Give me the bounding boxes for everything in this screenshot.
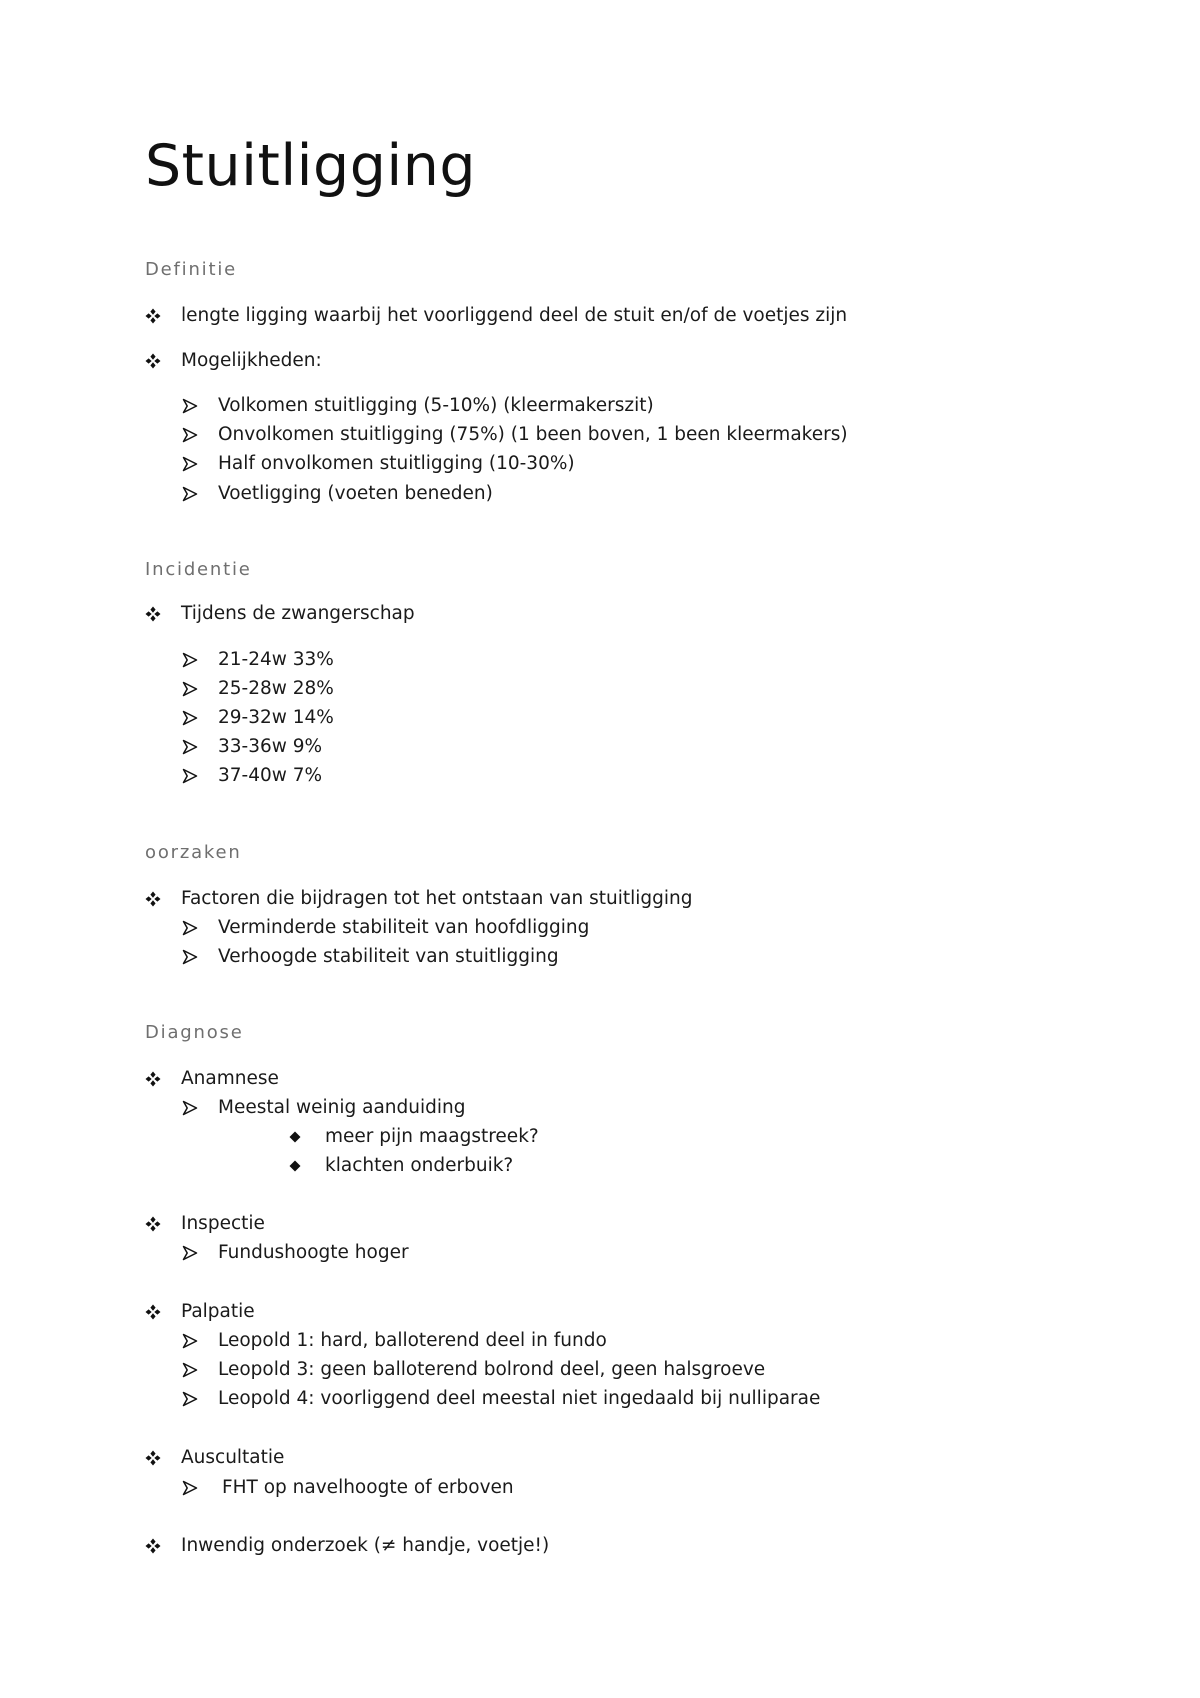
sub-list-item-text: 33-36w 9% (218, 736, 323, 757)
sub-list-item (182, 738, 322, 757)
list-item (145, 307, 847, 326)
arrowhead-bullet-icon (182, 486, 218, 502)
sub-list-item-text: Leopold 4: voorliggend deel meestal niet ingedaald bij nulliparae (218, 1388, 821, 1409)
list-item (145, 352, 322, 371)
sub-list-item (182, 651, 334, 670)
arrowhead-bullet-icon (182, 710, 218, 726)
sub-list-item (182, 767, 322, 786)
four-diamond-bullet-icon (145, 1538, 181, 1554)
list-item-text: Inwendig onderzoek (≠ handje, voetje!) (181, 1535, 550, 1556)
sub-list-item (182, 919, 589, 938)
sub-list-item-text: Verhoogde stabiliteit van stuitligging (218, 946, 559, 967)
sub-list-item-text: 25-28w 28% (218, 678, 334, 699)
heading-incidentie: Incidentie (145, 559, 252, 580)
heading-oorzaken: oorzaken (145, 842, 242, 863)
arrowhead-bullet-icon (182, 652, 218, 668)
arrowhead-bullet-icon (182, 1391, 218, 1407)
list-item-text: Inspectie (181, 1213, 265, 1234)
four-diamond-bullet-icon (145, 1216, 181, 1232)
sub-list-item (182, 709, 334, 728)
page-title: Stuitligging (145, 133, 477, 199)
arrowhead-bullet-icon (182, 1480, 218, 1496)
heading-definitie: Definitie (145, 259, 238, 280)
list-item-text: Anamnese (181, 1068, 279, 1089)
list-item-text: Factoren die bijdragen tot het ontstaan van stuitligging (181, 888, 693, 909)
four-diamond-bullet-icon (145, 308, 181, 324)
arrowhead-bullet-icon (182, 681, 218, 697)
sub-list-item-text: Meestal weinig aanduiding (218, 1097, 466, 1118)
four-diamond-bullet-icon (145, 1304, 181, 1320)
sub-list-item-text: Verminderde stabiliteit van hoofdligging (218, 917, 590, 938)
list-item (145, 1070, 279, 1089)
sub-list-item-text: 21-24w 33% (218, 649, 334, 670)
list-item-text: Auscultatie (181, 1447, 285, 1468)
sub-list-item (182, 680, 334, 699)
sub-list-item (182, 1390, 820, 1409)
four-diamond-bullet-icon (145, 1450, 181, 1466)
list-item (145, 890, 693, 909)
list-item-text: Tijdens de zwangerschap (181, 603, 415, 624)
four-diamond-bullet-icon (145, 891, 181, 907)
arrowhead-bullet-icon (182, 768, 218, 784)
arrowhead-bullet-icon (182, 456, 218, 472)
arrowhead-bullet-icon (182, 1100, 218, 1116)
sub-list-item-text: 37-40w 7% (218, 765, 323, 786)
sub-list-item (182, 1332, 607, 1351)
four-diamond-bullet-icon (145, 353, 181, 369)
four-diamond-bullet-icon (145, 1071, 181, 1087)
arrowhead-bullet-icon (182, 427, 218, 443)
sub-sub-list-item (289, 1157, 513, 1176)
sub-list-item-text: 29-32w 14% (218, 707, 334, 728)
list-item-text: Mogelijkheden: (181, 350, 322, 371)
sub-list-item (182, 1479, 514, 1498)
arrowhead-bullet-icon (182, 739, 218, 755)
sub-sub-list-item-text: klachten onderbuik? (325, 1155, 514, 1176)
sub-list-item (182, 1244, 409, 1263)
list-item (145, 605, 415, 624)
diamond-bullet-icon (289, 1160, 325, 1172)
sub-list-item-text: FHT op navelhoogte of erboven (222, 1477, 514, 1498)
sub-list-item-text: Leopold 3: geen balloterend bolrond deel, geen halsgroeve (218, 1359, 766, 1380)
sub-list-item (182, 948, 559, 967)
sub-list-item (182, 426, 848, 445)
sub-list-item-text: Leopold 1: hard, balloterend deel in fundo (218, 1330, 607, 1351)
list-item (145, 1449, 284, 1468)
sub-list-item (182, 397, 654, 416)
diamond-bullet-icon (289, 1131, 325, 1143)
four-diamond-bullet-icon (145, 606, 181, 622)
list-item-text: lengte ligging waarbij het voorliggend deel de stuit en/of de voetjes zijn (181, 305, 848, 326)
sub-list-item-text: Onvolkomen stuitligging (75%) (1 been boven, 1 been kleermakers) (218, 424, 848, 445)
arrowhead-bullet-icon (182, 1362, 218, 1378)
list-item (145, 1215, 265, 1234)
heading-diagnose: Diagnose (145, 1022, 244, 1043)
sub-list-item (182, 485, 493, 504)
sub-list-item (182, 1361, 765, 1380)
sub-list-item-text: Fundushoogte hoger (218, 1242, 409, 1263)
arrowhead-bullet-icon (182, 1245, 218, 1261)
sub-list-item-text: Voetligging (voeten beneden) (218, 483, 493, 504)
arrowhead-bullet-icon (182, 920, 218, 936)
sub-list-item (182, 1099, 465, 1118)
sub-list-item-text: Half onvolkomen stuitligging (10-30%) (218, 453, 575, 474)
sub-list-item (182, 455, 575, 474)
list-item (145, 1303, 255, 1322)
sub-sub-list-item (289, 1128, 539, 1147)
arrowhead-bullet-icon (182, 398, 218, 414)
sub-list-item-text: Volkomen stuitligging (5-10%) (kleermakerszit) (218, 395, 654, 416)
arrowhead-bullet-icon (182, 1333, 218, 1349)
arrowhead-bullet-icon (182, 949, 218, 965)
list-item (145, 1537, 549, 1556)
sub-sub-list-item-text: meer pijn maagstreek? (325, 1126, 539, 1147)
list-item-text: Palpatie (181, 1301, 255, 1322)
